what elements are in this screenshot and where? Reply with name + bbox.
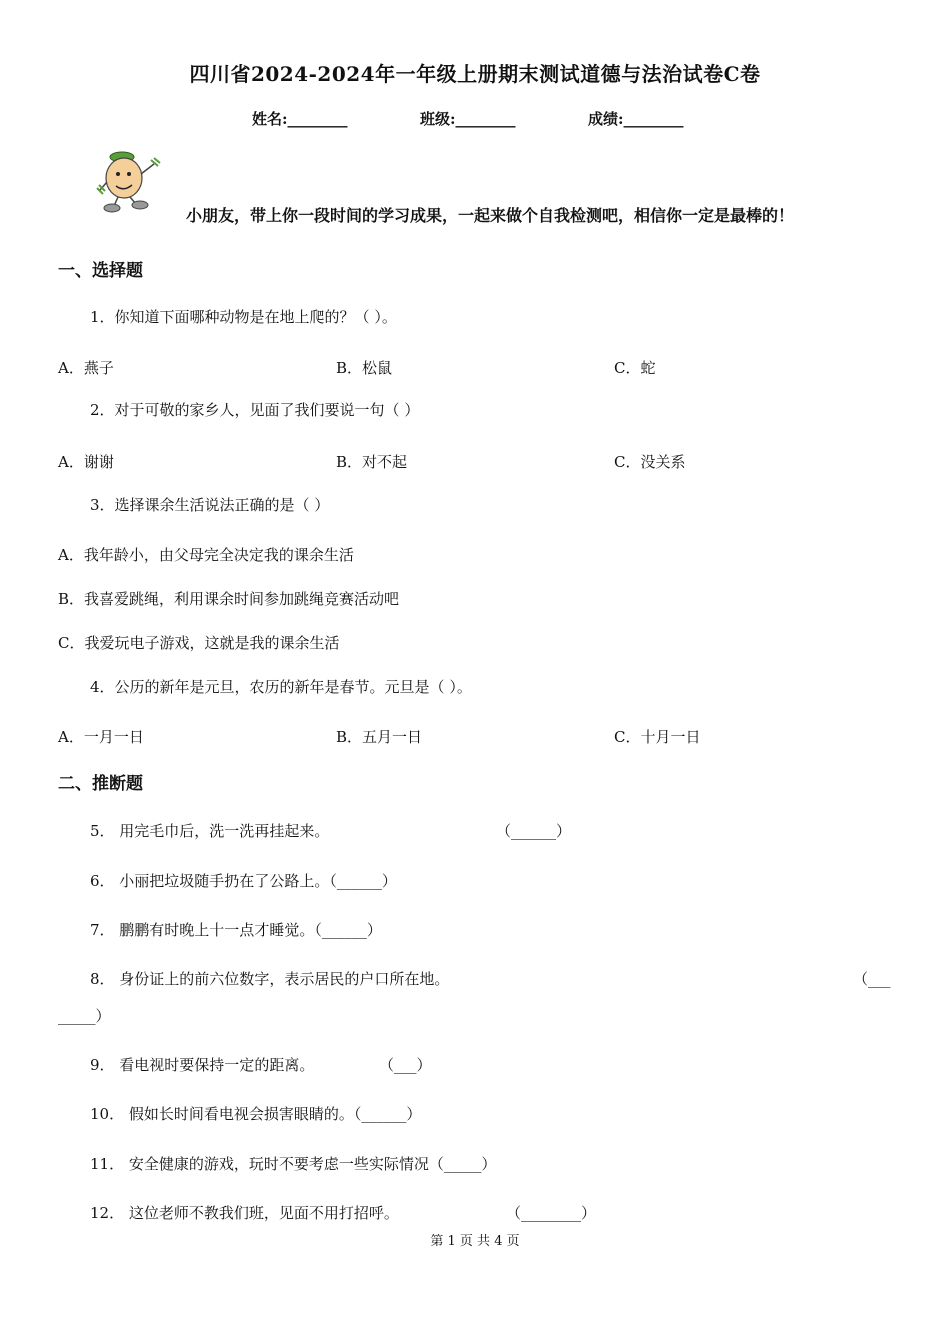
question-11: 11． 安全健康的游戏，玩时不要考虑一些实际情况（_____） (90, 1155, 497, 1173)
q3-option-a: A．我年龄小，由父母完全决定我的课余生活 (58, 546, 354, 564)
question-4: 4．公历的新年是元旦，农历的新年是春节。元旦是（ ）。 (90, 678, 472, 696)
q1-option-a: A．燕子 (58, 359, 114, 377)
q2-option-a: A．谢谢 (58, 453, 114, 471)
question-12-blank: （________） (506, 1204, 597, 1222)
question-10: 10． 假如长时间看电视会损害眼睛的。（______） (90, 1105, 422, 1123)
question-5-blank: （______） (496, 822, 572, 840)
name-field: 姓名:________ (252, 110, 348, 128)
question-1: 1．你知道下面哪种动物是在地上爬的？（ ）。 (90, 308, 397, 326)
class-field: 班级:________ (420, 110, 516, 128)
page-title: 四川省2024-2024年一年级上册期末测试道德与法治试卷C卷 (189, 62, 761, 86)
q3-option-c: C．我爱玩电子游戏，这就是我的课余生活 (58, 634, 340, 652)
q4-option-a: A．一月一日 (58, 728, 144, 746)
intro-text: 小朋友，带上你一段时间的学习成果，一起来做个自我检测吧，相信你一定是最棒的！ (186, 206, 795, 225)
mascot-illustration (96, 150, 176, 216)
question-9: 9． 看电视时要保持一定的距离。 (90, 1056, 315, 1074)
question-8-blank-start: （___ (853, 970, 891, 988)
question-12: 12． 这位老师不教我们班，见面不用打招呼。 (90, 1204, 399, 1222)
question-9-blank: （___） (379, 1056, 432, 1074)
question-2: 2．对于可敬的家乡人，见面了我们要说一句（ ） (90, 401, 420, 419)
question-6: 6． 小丽把垃圾随手扔在了公路上。（______） (90, 872, 397, 890)
question-3: 3．选择课余生活说法正确的是（ ） (90, 496, 330, 514)
q2-option-b: B．对不起 (336, 453, 408, 471)
page-footer: 第 1 页 共 4 页 (430, 1234, 520, 1249)
section-title-choice: 一、选择题 (58, 261, 143, 281)
score-field: 成绩:________ (588, 110, 684, 128)
q4-option-c: C．十月一日 (614, 728, 701, 746)
question-8-blank-end: _____） (58, 1007, 111, 1025)
q1-option-c: C．蛇 (614, 359, 656, 377)
q4-option-b: B．五月一日 (336, 728, 423, 746)
q1-option-b: B．松鼠 (336, 359, 393, 377)
question-5: 5． 用完毛巾后，洗一洗再挂起来。 (90, 822, 330, 840)
question-8: 8． 身份证上的前六位数字，表示居民的户口所在地。 (90, 970, 450, 988)
question-7: 7． 鹏鹏有时晚上十一点才睡觉。（______） (90, 921, 382, 939)
q2-option-c: C．没关系 (614, 453, 686, 471)
section-title-judgement: 二、推断题 (58, 774, 143, 794)
q3-option-b: B．我喜爱跳绳，利用课余时间参加跳绳竞赛活动吧 (58, 590, 400, 608)
